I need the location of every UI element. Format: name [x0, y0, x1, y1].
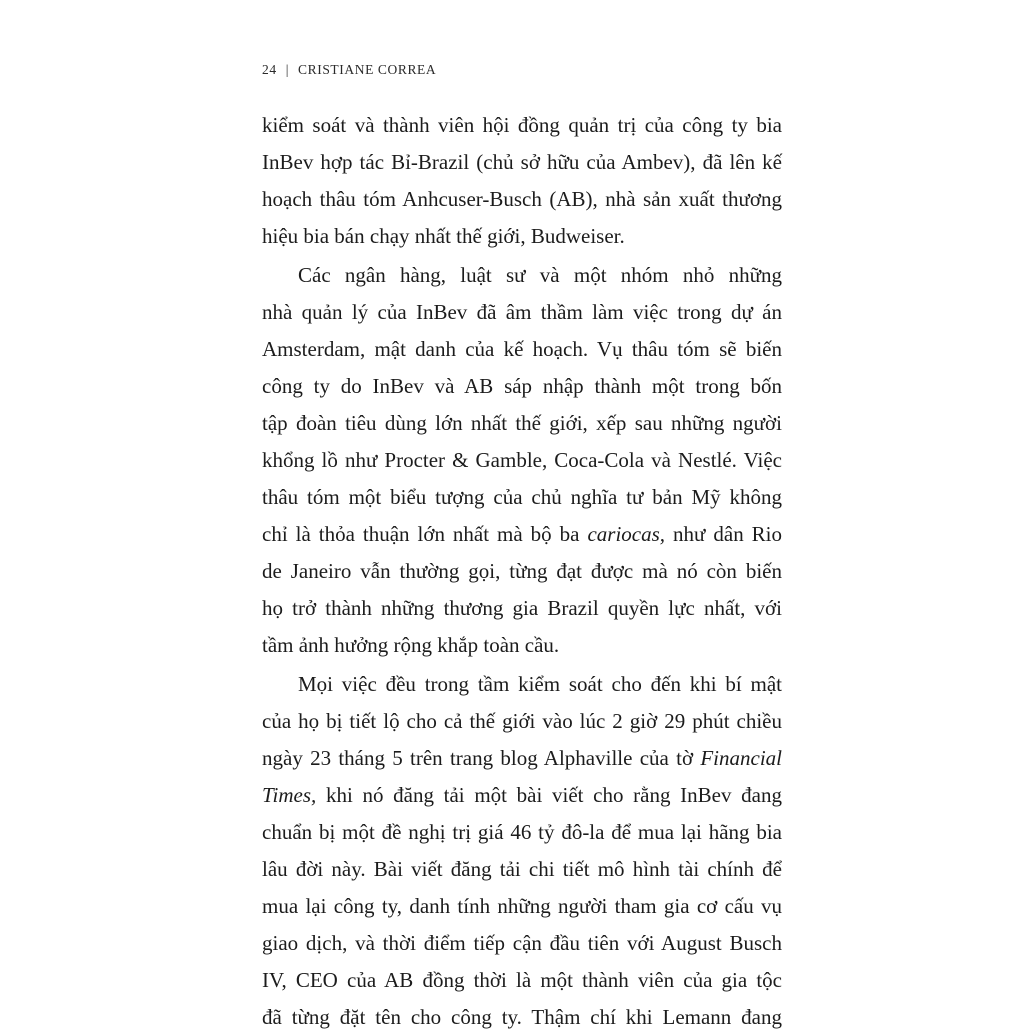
text-segment: khi nó đăng tải một bài viết cho rằng InBev đang: [325, 783, 782, 807]
text-line: IV, CEO của AB đồng thời là một thành viên của gia tộc: [262, 968, 782, 992]
text-line: giao dịch, và thời điểm tiếp cận đầu tiên với August Busch: [262, 931, 782, 955]
text-line: Amsterdam, mật danh của kế hoạch. Vụ thâu tóm sẽ biến: [262, 337, 782, 361]
text-line: [262, 518, 782, 550]
text-line: hiệu bia bán chạy nhất thế giới, Budweiser.: [262, 224, 625, 248]
author-name: CRISTIANE CORREA: [298, 62, 437, 77]
text-line: của họ bị tiết lộ cho cả thế giới vào lúc 2 giờ 29 phút chiều: [262, 709, 782, 733]
text-line: họ trở thành những thương gia Brazil quyền lực nhất, với: [262, 596, 782, 620]
text-line: Các ngân hàng, luật sư và một nhóm nhỏ những: [298, 263, 782, 287]
italic-publication: Financial: [700, 746, 782, 770]
text-line: hoạch thâu tóm Anhcuser-Busch (AB), nhà sản xuất thương: [262, 187, 782, 211]
text-line: [262, 742, 782, 774]
text-line: tập đoàn tiêu dùng lớn nhất thế giới, xếp sau những người: [262, 411, 782, 435]
text-line: de Janeiro vẫn thường gọi, từng đạt được mà nó còn biến: [262, 559, 782, 583]
text-line: Mọi việc đều trong tầm kiểm soát cho đến khi bí mật: [298, 672, 782, 696]
header-separator: |: [285, 62, 290, 77]
text-line: kiểm soát và thành viên hội đồng quản trị của công ty bia: [262, 113, 782, 137]
text-line: khổng lồ như Procter & Gamble, Coca-Cola và Nestlé. Việc: [262, 448, 782, 472]
page-number: 24: [262, 62, 277, 77]
text-line: InBev hợp tác Bỉ-Brazil (chủ sở hữu của Ambev), đã lên kế: [262, 150, 782, 174]
text-segment: chỉ là thỏa thuận lớn nhất mà bộ ba: [262, 522, 580, 546]
text-line: chuẩn bị một đề nghị trị giá 46 tỷ đô-la để mua lại hãng bia: [262, 820, 782, 844]
italic-term: cariocas,: [587, 522, 666, 546]
text-line: mua lại công ty, danh tính những người tham gia cơ cấu vụ: [262, 894, 782, 918]
italic-publication: Times,: [262, 783, 317, 807]
text-line: lâu đời này. Bài viết đăng tải chi tiết mô hình tài chính để: [262, 857, 782, 881]
text-line: công ty do InBev và AB sáp nhập thành một trong bốn: [262, 374, 782, 398]
text-line: đã từng đặt tên cho công ty. Thậm chí khi Lemann đang: [262, 1005, 782, 1029]
text-segment: như dân Rio: [673, 522, 783, 546]
text-segment: ngày 23 tháng 5 trên trang blog Alphaville của tờ: [262, 746, 694, 770]
text-line: tầm ảnh hưởng rộng khắp toàn cầu.: [262, 633, 560, 657]
text-line: [262, 779, 782, 811]
text-line: thâu tóm một biểu tượng của chủ nghĩa tư bản Mỹ không: [262, 485, 782, 509]
text-line: nhà quản lý của InBev đã âm thầm làm việc trong dự án: [262, 300, 782, 324]
running-head: [262, 62, 436, 78]
